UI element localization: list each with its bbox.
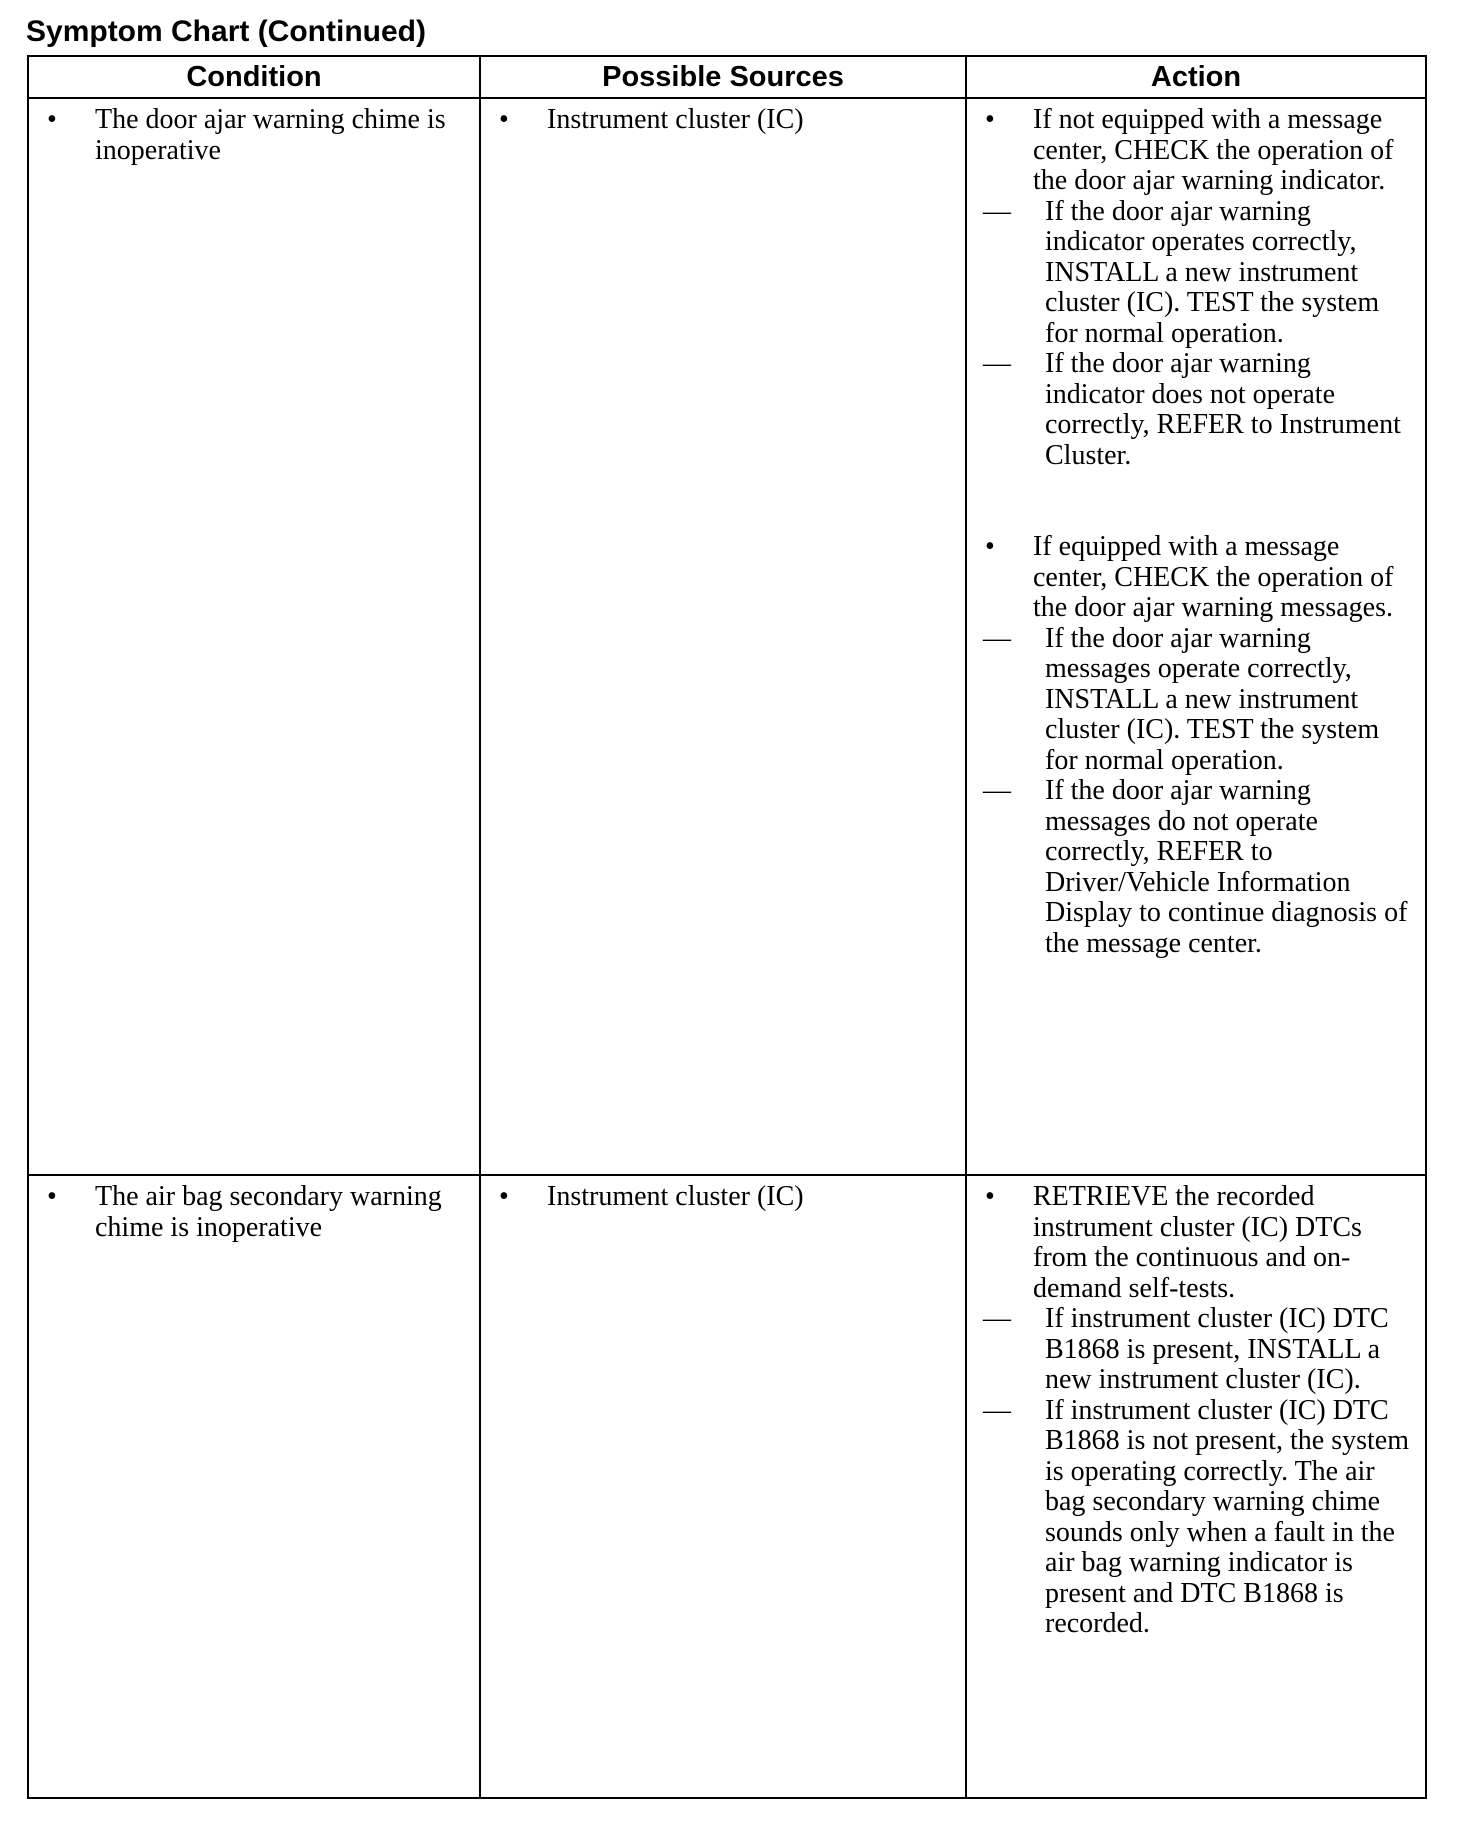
sub-list-item	[981, 624, 1411, 777]
symptom-chart-table	[27, 55, 1427, 1799]
sub-action-text: If instrument cluster (IC) DTC B1868 is present, INSTALL a new instrument cluster (IC).	[1045, 1303, 1389, 1395]
sub-action-text: If the door ajar warning messages do not operate correctly, REFER to Driver/Vehicle Information Display to continue diagnosis of the message center.	[1045, 775, 1408, 959]
dash-icon: —	[983, 622, 1011, 654]
source-cell	[480, 1175, 966, 1798]
action-text: If equipped with a message center, CHECK the operation of the door ajar warning messages.	[1033, 531, 1394, 623]
bullet-icon: •	[985, 531, 995, 562]
page-title: Symptom Chart (Continued)	[26, 15, 426, 48]
sub-action-text: If the door ajar warning indicator does not operate correctly, REFER to Instrument Cluster.	[1045, 348, 1401, 471]
dash-icon: —	[983, 195, 1011, 227]
table-row	[28, 1175, 1426, 1798]
list-item	[495, 105, 951, 136]
sub-action-text: If instrument cluster (IC) DTC B1868 is not present, the system is operating correctly. The air bag secondary warning chime sounds only when a fault in the air bag warning indicator is present and DTC B1868 is recorded.	[1045, 1394, 1409, 1639]
action-text: If not equipped with a message center, CHECK the operation of the door ajar warning indicator.	[1033, 104, 1394, 196]
condition-text: The door ajar warning chime is inoperative	[95, 104, 446, 166]
sub-list-item	[981, 776, 1411, 959]
source-cell	[480, 98, 966, 1175]
sub-list-item	[981, 197, 1411, 350]
bullet-icon: •	[985, 104, 995, 135]
list-item	[981, 1182, 1411, 1304]
sub-action-text: If the door ajar warning messages operate correctly, INSTALL a new instrument cluster (IC). TEST the system for normal operation.	[1045, 622, 1380, 776]
header-condition: Condition	[28, 56, 480, 98]
list-item	[981, 105, 1411, 197]
table-row	[28, 98, 1426, 1175]
header-possible-sources: Possible Sources	[480, 56, 966, 98]
action-block	[981, 1182, 1411, 1640]
sub-list-item	[981, 1304, 1411, 1396]
list-item	[495, 1182, 951, 1213]
action-block	[981, 532, 1411, 959]
action-cell	[966, 98, 1426, 1175]
bullet-icon: •	[499, 1181, 509, 1212]
dash-icon: —	[983, 775, 1011, 806]
action-text: RETRIEVE the recorded instrument cluster (IC) DTCs from the continuous and on-demand self-tests.	[1033, 1181, 1362, 1304]
condition-text: The air bag secondary warning chime is inoperative	[95, 1181, 442, 1243]
action-cell	[966, 1175, 1426, 1798]
source-text: Instrument cluster (IC)	[547, 1181, 804, 1212]
bullet-icon: •	[499, 104, 509, 135]
sub-list-item	[981, 1396, 1411, 1640]
dash-icon: —	[983, 1303, 1011, 1334]
bullet-icon: •	[47, 1181, 57, 1212]
list-item	[43, 105, 465, 166]
header-action: Action	[966, 56, 1426, 98]
action-block	[981, 105, 1411, 471]
sub-list-item	[981, 349, 1411, 471]
condition-cell	[28, 1175, 480, 1798]
sub-action-text: If the door ajar warning indicator operates correctly, INSTALL a new instrument cluster (IC). TEST the system for normal operation.	[1045, 195, 1380, 349]
list-item	[981, 532, 1411, 624]
condition-cell	[28, 98, 480, 1175]
header-row	[28, 56, 1426, 98]
bullet-icon: •	[47, 104, 57, 135]
bullet-icon: •	[985, 1181, 995, 1212]
source-text: Instrument cluster (IC)	[547, 104, 804, 135]
dash-icon: —	[983, 348, 1011, 379]
dash-icon: —	[983, 1394, 1011, 1426]
list-item	[43, 1182, 465, 1243]
